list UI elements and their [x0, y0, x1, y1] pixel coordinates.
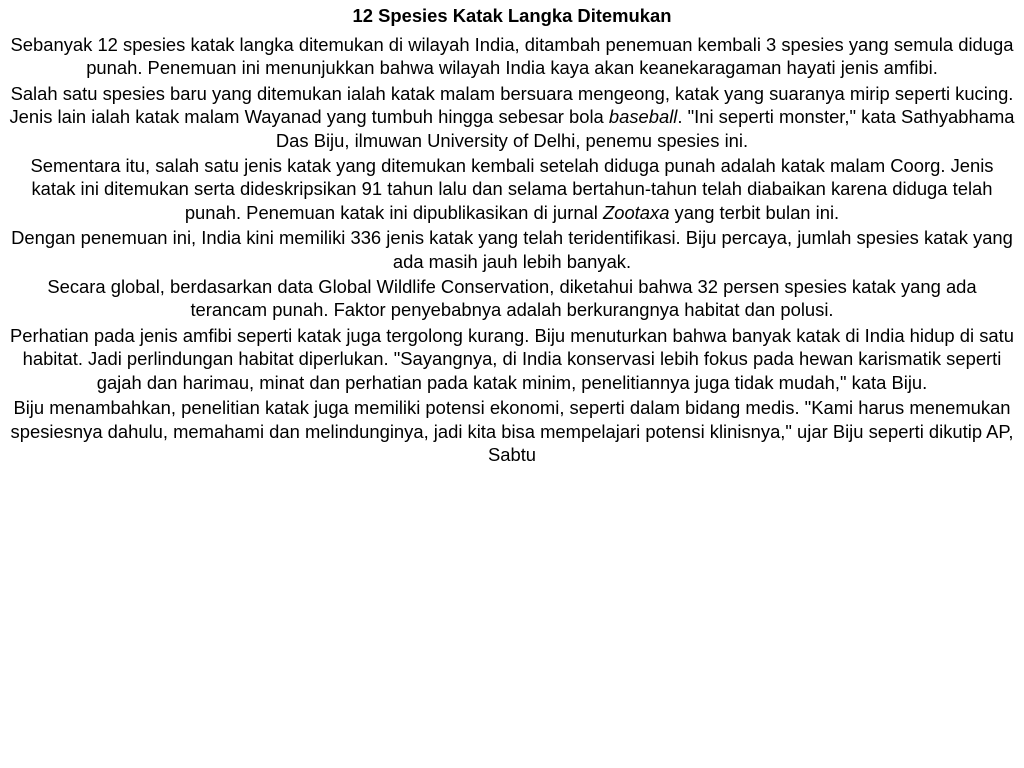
paragraph-text-before: Salah satu spesies baru yang ditemukan ialah katak malam bersuara mengeong, katak yang suaranya mirip seperti kucing. Jenis lain ialah katak malam Wayanad yang tumbuh hingga sebesar bola: [9, 82, 1014, 128]
paragraph-text-after: . "Ini seperti monster," kata Sathyabhama Das Biju, ilmuwan University of Delhi, penemu spesies ini.: [275, 106, 1015, 151]
paragraph-text-after: yang terbit bulan ini.: [669, 201, 840, 223]
paragraph-india-count: Dengan penemuan ini, India kini memiliki 336 jenis katak yang telah teridentifikasi. Biju percaya, jumlah spesies katak yang ada masih jauh lebih banyak.: [11, 227, 1013, 272]
italic-term-baseball: baseball: [608, 106, 678, 128]
paragraph-text-before: Sementara itu, salah satu jenis katak yang ditemukan kembali setelah diduga punah adalah katak malam Coorg. Jenis katak ini ditemukan serta dideskripsikan 91 tahun lalu dan selama bertahun-tahun telah diabaikan karena diduga telah punah. Penemuan katak ini dipublikasikan di jurnal: [30, 155, 994, 223]
italic-journal-name: Zootaxa: [602, 201, 670, 223]
paragraph-economy: Biju menambahkan, penelitian katak juga memiliki potensi ekonomi, seperti dalam bidang medis. "Kami harus menemukan spesiesnya dahulu, memahami dan melindunginya, jadi kita bisa mempelajari potensi klinisnya," ujar Biju seperti dikutip AP, Sabtu: [10, 397, 1014, 465]
paragraph-rediscovered: [8, 154, 1016, 224]
paragraph-attention: Perhatian pada jenis amfibi seperti katak juga tergolong kurang. Biju menuturkan bahwa banyak katak di India hidup di satu habitat. Jadi perlindungan habitat diperlukan. "Sayangnya, di India konservasi lebih fokus pada hewan karismatik seperti gajah dan harimau, minat dan perhatian pada katak minim, penelitiannya juga tidak mudah," kata Biju.: [10, 324, 1014, 393]
paragraph-new-species: [8, 82, 1016, 152]
article-title: 12 Spesies Katak Langka Ditemukan: [352, 5, 672, 26]
paragraph-global: Secara global, berdasarkan data Global Wildlife Conservation, diketahui bahwa 32 persen spesies katak yang ada terancam punah. Faktor penyebabnya adalah berkurangnya habitat dan polusi.: [47, 276, 977, 321]
paragraph-intro: Sebanyak 12 spesies katak langka ditemukan di wilayah India, ditambah penemuan kembali 3 spesies yang semula diduga punah. Penemuan ini menunjukkan bahwa wilayah India kaya akan keanekaragaman hayati jenis amfibi.: [10, 34, 1014, 79]
